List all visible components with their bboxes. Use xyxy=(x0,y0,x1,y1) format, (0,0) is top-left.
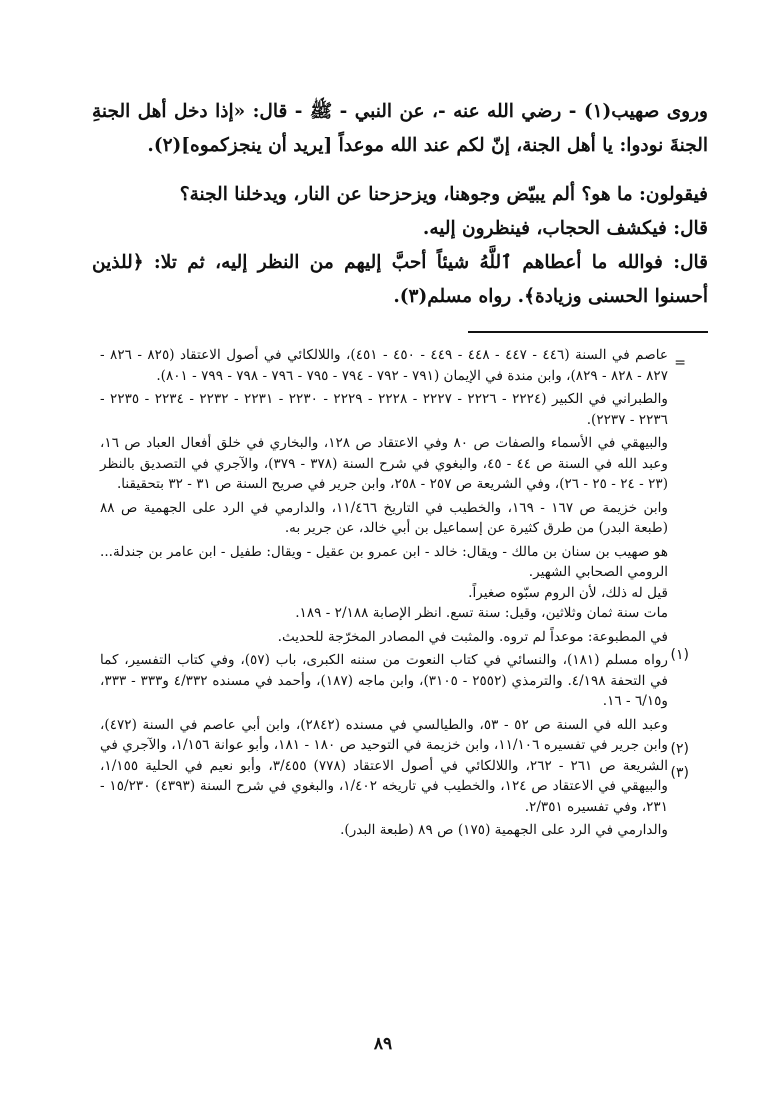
footnote-1-marker: (١) xyxy=(670,647,689,663)
footnote-continuation: والبيهقي في الأسماء والصفات ص ٨٠ وفي الاعتقاد ص ١٢٨، والبخاري في خلق أفعال العباد ص ١٦، وعبد الله في السنة ص ٤٤ - ٤٥، والبغوي في شرح السنة (٣٧٨ - ٣٧٩)، والآجري في التصديق بالنظر (٢٣ - ٢٤ - ٢٥ - ٢٦)، وفي الشريعة ص ٢٥٧ - ٢٥٨، وابن جرير في صريح السنة ص ٣١ - ٣٢ بتحقيقنا. xyxy=(100,435,668,492)
continuation-marker: = xyxy=(674,355,686,371)
page-number: ٨٩ xyxy=(373,1034,393,1054)
footnote-1-text: هو صهيب بن سنان بن مالك - ويقال: خالد - ابن عمرو بن عقيل - ويقال: طفيل - ابن عامر بن جندلة... الرومي الصحابي الشهير. xyxy=(100,543,668,580)
main-text xyxy=(92,95,708,329)
hadith-closing: قال: فوالله ما أعطاهم ٱللَّهُ شيئاً أحبَّ إليهم من النظر إليه، ثم تلا: ﴿للذين أحسنوا الحسنى وزيادة﴾. رواه مسلم(٣). xyxy=(92,252,708,307)
footnotes xyxy=(100,345,668,841)
footnote-continuation: والطبراني في الكبير (٢٢٢٤ - ٢٢٢٦ - ٢٢٢٧ - ٢٢٢٨ - ٢٢٢٩ - ٢٢٣٠ - ٢٢٣١ - ٢٢٣٢ - ٢٢٣٤ - ٢٢٣٥ - ٢٢٣٦ - ٢٢٣٧). xyxy=(100,391,668,428)
footnote-1-text: مات سنة ثمان وثلاثين، وقيل: سنة تسع. انظر الإصابة ٢/١٨٨ - ١٨٩. xyxy=(295,605,668,621)
footnote-3-text: وعبد الله في السنة ص ٥٢ - ٥٣، والطيالسي في مسنده (٢٨٤٢)، وابن أبي عاصم في السنة (٤٧٢)، وابن جرير في تفسيره ١١/١٠٦، وابن خزيمة في التوحيد ص ١٨٠ - ١٨١، وأبو عوانة ١/١٥٦، والآجري في الشريعة ص ٢٦١ - ٢٦٢، واللالكائي في أصول الاعتقاد (٧٧٨) ٣/٤٥٥، وأبو نعيم في الحلية ١/١٥٥، والبيهقي في الاعتقاد ص ١٢٤، والخطيب في تاريخه ١/٤٠٢، والبغوي في شرح السنة (٤٣٩٣) ١٥/٢٣٠ - ٢٣١، وفي تفسيره ٢/٣٥١. xyxy=(100,716,668,815)
footnote-continuation: وابن خزيمة ص ١٦٧ - ١٦٩، والخطيب في التاريخ ١١/٤٦٦، والدارمي في الرد على الجهمية ص ٨٨ (طبعة البدر) من طرق كثيرة عن إسماعيل بن أبي خالد، عن جرير به. xyxy=(100,499,668,536)
footnote-3-text: رواه مسلم (١٨١)، والنسائي في كتاب النعوت من سننه الكبرى، باب (٥٧)، وفي كتاب التفسير، كما في التحفة ٤/١٩٨. والترمذي (٢٥٥٢ - ٣١٠٥)، وابن ماجه (١٨٧)، وأحمد في مسنده ٤/٣٣٢ و٣٣٣ - ٣٣٣، و٦/١٥ - ١٦. xyxy=(100,652,668,709)
hadith-veil: قال: فيكشف الحجاب، فينظرون إليه. xyxy=(422,218,708,239)
hadith-opening: وروى صهيب(١) - رضي الله عنه -، عن النبي - ﷺ - قال: «إذا دخل أهل الجنةِ الجنةَ نودوا: يا أهل الجنة، إنّ لكم عند الله موعداً [يريد أن ينجزكموه](٢). xyxy=(92,101,708,156)
footnote-2-text: في المطبوعة: موعداً لم تروه. والمثبت في المصادر المخرّجة للحديث. xyxy=(277,628,668,645)
footnote-3-text: والدارمي في الرد على الجهمية (١٧٥) ص ٨٩ (طبعة البدر). xyxy=(340,822,668,838)
footnote-1-text: قيل له ذلك، لأن الروم سبّوه صغيراً. xyxy=(468,584,668,601)
footnote-separator xyxy=(468,331,708,333)
hadith-question: فيقولون: ما هو؟ ألم يبيّض وجوهنا، ويزحزحنا عن النار، ويدخلنا الجنة؟ xyxy=(179,184,708,205)
footnote-3-marker: (٣) xyxy=(670,765,689,781)
footnote-2-marker: (٢) xyxy=(670,741,689,757)
footnote-continuation: عاصم في السنة (٤٤٦ - ٤٤٧ - ٤٤٨ - ٤٤٩ - ٤٥٠ - ٤٥١)، واللالكائي في أصول الاعتقاد (٨٢٥ - ٨٢٦ - ٨٢٧ - ٨٢٨ - ٨٢٩)، وابن مندة في الإيمان (٧٩١ - ٧٩٢ - ٧٩٤ - ٧٩٥ - ٧٩٦ - ٧٩٨ - ٧٩٩ - ٨٠١). xyxy=(100,347,668,384)
